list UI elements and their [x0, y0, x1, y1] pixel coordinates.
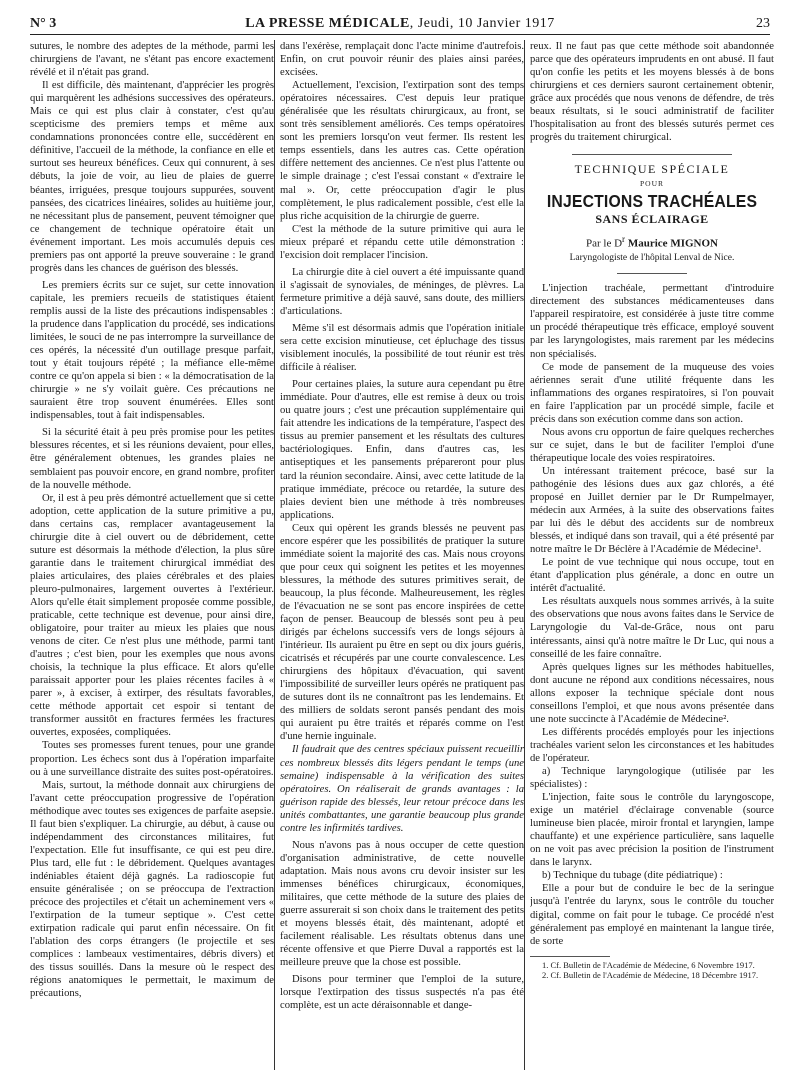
paragraph: dans l'exérèse, remplaçait donc l'acte minime d'autrefois. Enfin, on crut pouvoir réunir des plaies ainsi parées, excisées.	[280, 41, 524, 79]
paragraph: Disons pour terminer que l'emploi de la suture, lorsque l'extirpation des tissus suspectés n'a pas été complète, est un acte déraisonnable et dange-	[280, 974, 524, 1012]
paragraph: Nous n'avons pas à nous occuper de cette question d'organisation administrative, de cette nouvelle adaptation. Mais nous avons cru devoir insister sur les immenses bénéfices chirurgicaux, économiques, militaires, que cette méthode de la suture des plaies de guerre assurerait si son choix dans le traitement des petits et moyens blessés était, dès maintenant, adopté et facilement réalisable. Les résultats obtenus dans une récente offensive et que Pierre Duval a rapportés est la meilleure preuve que la chose est possible.	[280, 839, 524, 969]
paragraph: Actuellement, l'excision, l'extirpation sont des temps opératoires nécessaires. C'est depuis leur pratique généralisée que les résultats chirurgicaux, au front, se sont très sensiblement améliorés. Ces temps opératoires sont les premiers lorsqu'on veut fermer. Ils restent les temps essentiels, dans les autres cas. Cette opération diffère nettement des anciennes. Ce n'est plus l'attente ou le simple drainage ; c'est l'essai constant « d'extraire le mal ». Or, cette préoccupation d'agir le plus complètement, le plus radicalement possible, c'est elle la plus riche acquisition de la chirurgie de guerre.	[280, 80, 524, 222]
paragraph: L'injection, faite sous le contrôle du laryngoscope, exige un matériel d'éclairage convenable (source lumineuse bien placée, miroir frontal et laryngien, lampe chauffante) et une expérience particulière, sans laquelle on ne voit pas avec précision la position de l'instrument dans le larynx.	[530, 792, 774, 869]
italic-paragraph: Il faudrait que des centres spéciaux puissent recueillir ces nombreux blessés dits légers pendant le temps (une semaine) indispensable à la vérification des suites opératoires. On réaliserait de grands avantages : la guérison rapide des blessés, leur retour précoce dans les unités combattantes, une garantie beaucoup plus grande contre les infirmités tardives.	[280, 744, 524, 834]
footnote: 2. Cf. Bulletin de l'Académie de Médecine, 18 Décembre 1917.	[542, 969, 759, 980]
paragraph: Le point de vue technique qui nous occupe, tout en étant d'application plus générale, a donc en outre un intérêt d'actualité.	[530, 557, 774, 595]
column-divider	[524, 40, 525, 1070]
byline-prefix: Par le D	[586, 237, 623, 250]
article-pour: POUR	[639, 179, 664, 189]
journal-masthead	[30, 16, 770, 32]
article-subtitle: SANS ÉCLAIRAGE	[595, 212, 709, 227]
article-author: Maurice MIGNON	[627, 237, 718, 250]
article-heading	[530, 154, 774, 274]
article-section: TECHNIQUE SPÉCIALE	[574, 162, 730, 177]
paragraph: Les résultats auxquels nous sommes arrivés, à la suite des observations que nous avons faites dans le Service de Laryngologie du Val-de-Grâce, nous ont paru intéressants, ainsi qu'à notre maître le Dr Luc, qui nous a conseillé de les faire connaître.	[530, 596, 774, 660]
journal-name: LA PRESSE MÉDICALE	[245, 16, 410, 31]
article-byline	[530, 233, 774, 251]
header-rule	[30, 34, 770, 35]
page-header	[30, 14, 770, 36]
paragraph: Les premiers écrits sur ce sujet, sur cette innovation capitale, les premiers recueils de statistiques étaient remplis aussi de la liste des précautions indispensables : la prudence dans l'application du procédé, ses indications limitées, le souci de ne pas interrompre la surveillance de ces opérés, la nécessité d'un outillage presque parfait, tout y était toujours répété ; la méfiance elle-même contre ce qu'on appela si bien : « la démocratisation de la chirurgie » ne s'y voilait guère. Ces précautions ne sauraient être trop souvent énumérées. Elles sont indispensables, tout à fait indispensables.	[30, 279, 274, 422]
paragraph: La chirurgie dite à ciel ouvert a été impuissante quand il s'agissait de synoviales, de méninges, de plèvres. La fermeture primitive a déjà sauvé, sans doute, des milliers d'articulations.	[280, 266, 524, 317]
paragraph: sutures, le nombre des adeptes de la méthode, parmi les chirurgiens de l'avant, ne s'étant pas encore exactement révélé et il n'était pas grand.	[30, 41, 274, 79]
paragraph: Nous avons cru opportun de faire quelques recherches sur ce sujet, dans le but de faciliter l'emploi d'une thérapeutique locale des voies respiratoires.	[530, 426, 774, 464]
paragraph: C'est la méthode de la suture primitive qui aura le mieux préparé et répandu cette utile démonstration : l'excision doit remplacer l'incision.	[280, 223, 524, 261]
divider	[572, 154, 732, 155]
page-number: 23	[756, 16, 770, 31]
paragraph: Un intéressant traitement précoce, basé sur la pathogénie des lésions dues aux gaz chlorés, a été proposé en Juillet dernier par le Dr Rumpelmayer, médecin aux Armées, à la suite des observations faites par lui dès le début des accidents sur de nombreux blessés, et indiqué dans son travail, qui a été présenté par notre maître le Dr Béclère à l'Académie de Médecine¹.	[530, 465, 774, 556]
paragraph: Il est difficile, dès maintenant, d'apprécier les progrès qui marquèrent les adhésions successives des opérateurs. Mais ce qui est plus clair à constater, c'est qu'au scepticisme des premiers temps et même aux condamnations prononcées contre elle, succédèrent en définitive, l'accueil de la méthode, la confiance en elle et surtout ses heureux bénéfices. Ceux qui connurent, à ses débuts, la joie de voir, au lieu de plaies de guerre béantes, irriguées, presque toujours suppurées, souvent pansées, des cicatrices linéaires, solides au huitième jour, ne nécessitant plus de pansement, peuvent témoigner que ce changement de technique opératoire était un événement important. Les mois accumulés depuis ces premiers pas ont apporté la preuve souveraine : le grand progrès dans les chances de guérison des blessés.	[30, 80, 274, 274]
column-2	[280, 40, 524, 1076]
paragraph: b) Technique du tubage (dite pédiatrique) :	[542, 870, 723, 882]
paragraph: Même s'il est désormais admis que l'opération initiale sera cette excision minutieuse, cet épluchage des tissus visiblement inoculés, la possibilité de tout réunir est très difficile à réaliser.	[280, 322, 524, 374]
column-3	[530, 40, 774, 1076]
paragraph: L'injection trachéale, permettant d'introduire directement des substances médicamenteuses dans l'appareil respiratoire, est considérée à juste titre comme un procédé thérapeutique très efficace, employé souvent par les laryngologistes, mais rarement par les médecins non spécialisés.	[530, 283, 774, 360]
paragraph: Les différents procédés employés pour les injections trachéales varient selon les circonstances et les habitudes de l'opérateur.	[530, 726, 774, 764]
paragraph: Ceux qui opèrent les grands blessés ne peuvent pas encore espérer que les possibilités de pratiquer la suture immédiate soient la majorité des cas. Mais nous croyons que pour ceux qui soignent les petites et les moyennes blessures, la méthode des sutures primitives serait, de beaucoup, la plus féconde. Malheureusement, les règles de l'évacuation ne se sont pas encore inspirées de cette façon de penser. Beaucoup de blessés sont peu à peu dirigés par échelons successifs vers de longs séjours à l'intérieur. Ils auraient pu être en sept ou dix jours guéris, cicatrisés et récupérés par une courte convalescence. Les chirurgiens des hôpitaux d'évacuation, qui savent l'impossibilité de surveiller leurs opérés ne pratiquent pas de sutures dont ils ne connaîtront pas les lendemains. Et des milliers de soldats seront pansés pendant des mois qui auraient pu être traités et réparés comme on l'est d'une hernie inguinale.	[280, 522, 524, 743]
author-affiliation: Laryngologiste de l'hôpital Lenval de Nice.	[569, 253, 735, 264]
footnote-rule	[530, 956, 610, 957]
paragraph: reux. Il ne faut pas que cette méthode soit abandonnée parce que des opérateurs imprudents en ont abusé. Il faut qu'on confie les petits et les moyens blessés à de bons chirurgiens et ces derniers sauront certainement obtenir, grâce aux procédés que nous venons de défendre, de très beaux résultats, si le souci administratif de faciliter l'hospitalisation au front des blessés suturés permet ces progrès du traitement chirurgical.	[530, 41, 774, 144]
paragraph: Mais, surtout, la méthode donnait aux chirurgiens de l'avant cette préoccupation progressive de l'opération méthodique avec toutes ses exigences de parfaite asepsie. Il faut bien s'expliquer. La chirurgie, au début, à cause ou indépendamment des circonstances militaires, fut l'expectation. Elle fut insuffisante, ce qui est peu dire. Plus tard, elle fut : le débridement. Quelques avantages indéniables étaient déjà gagnés. La radioscopie fut ensuite généralisée ; on se préoccupa de l'extraction précoce des projectiles et c'était un acheminement vers « l'extirpation de la tumeur septique ». C'est cette extirpation radicale qui parut enfin nécessaire. On fit l'ablation des corps étrangers (le projectile et ses complices : lambeaux vestimentaires, débris divers) et des tissus souillés. Dans la mesure où le respect des régions anatomiques le permettait, le maximum de précautions,	[30, 779, 274, 1000]
paragraph: a) Technique laryngologique (utilisée par les spécialistes) :	[530, 766, 774, 791]
paragraph: Après quelques lignes sur les méthodes habituelles, dont aucune ne répond aux conditions nécessaires, nous allons exposer la technique spéciale dont nous conseillons l'emploi, et que nous avons présentée dans une note succincte à l'Académie de Médecine².	[530, 661, 774, 725]
footnote: 1. Cf. Bulletin de l'Académie de Médecine, 6 Novembre 1917.	[542, 959, 755, 970]
divider	[617, 273, 687, 274]
article-title: INJECTIONS TRACHÉALES	[546, 191, 758, 212]
column-divider	[274, 40, 275, 1070]
paragraph: Ce mode de pansement de la muqueuse des voies aériennes serait d'une utilité fréquente dans les inflammations des organes respiratoires, si l'on pouvait en faire l'application par un procédé simple, facile et précis dans son exécution comme dans son action.	[530, 361, 774, 425]
column-1	[30, 40, 274, 1076]
issue-date: , Jeudi, 10 Janvier 1917	[409, 16, 555, 31]
paragraph: Elle a pour but de conduire le bec de la seringue jusqu'à l'entrée du larynx, sous le contrôle du toucher digital, comme on fait pour le tubage. Ce procédé n'est généralement pas employé en maintenant la langue tirée, de sorte	[530, 883, 774, 947]
paragraph: Or, il est à peu près démontré actuellement que si cette adoption, cette application de la suture primitive a pu, dans certains cas, remplacer avantageusement la chirurgie dite à ciel ouvert ou de débridement, cette suture est désormais la méthode d'élection, la plus sûre garantie dans le traitement chirurgical immédiat des plaies articulaires, des plaies cérébrales et des plaies pleuro-pulmonaires, largement ouvertes à l'extérieur. Alors qu'elle était simplement proposée comme possible, praticable, cette technique est devenue, pour ainsi dire, obligatoire, pour traiter au mieux les plaies que nous venons de citer. Ce n'est plus une méthode, parmi tant d'autres ; c'est bien, pour les exemples que nous avons choisis, la technique la plus efficace. Et alors qu'elle paraissait apporter pour les plaies récentes faciles à « parer », à exciser, à extirper, des résultats favorables, cette méthode apportait cet espoir si tentant de transformer aussitôt en fractures fermées les fractures ouvertes, exposées, compliquées.	[30, 492, 274, 739]
paragraph: Pour certaines plaies, la suture aura cependant pu être immédiate. Pour d'autres, elle est remise à deux ou trois ou quatre jours ; c'est une précaution supplémentaire qui fait attendre les indications de la température, l'aspect des tissus au premier pansement et les résultats des cultures bactériologiques. Enfin, dans d'autres cas, les antiseptiques et les pansements prépareront pour plus tard la réunion secondaire. Ainsi, avec cette latitude de la pratique immédiate, précoce ou retardée, la suture des plaies devient bien une méthode à très nombreuses applications.	[280, 379, 524, 521]
paragraph: Toutes ses promesses furent tenues, pour une grande proportion. Les échecs sont dus à l'opération imparfaite ou à une surveillance distraite des suites post-opératoires.	[30, 740, 274, 778]
byline-sup: r	[622, 233, 626, 244]
paragraph: Si la sécurité était à peu près promise pour les petites blessures récentes, et si les réunions devaient, pour elles, être généralement obtenues, les grandes plaies ne semblaient pas pouvoir encore, en grand nombre, profiter de la nouvelle méthode.	[30, 427, 274, 491]
issue-number: N° 3	[30, 16, 57, 31]
